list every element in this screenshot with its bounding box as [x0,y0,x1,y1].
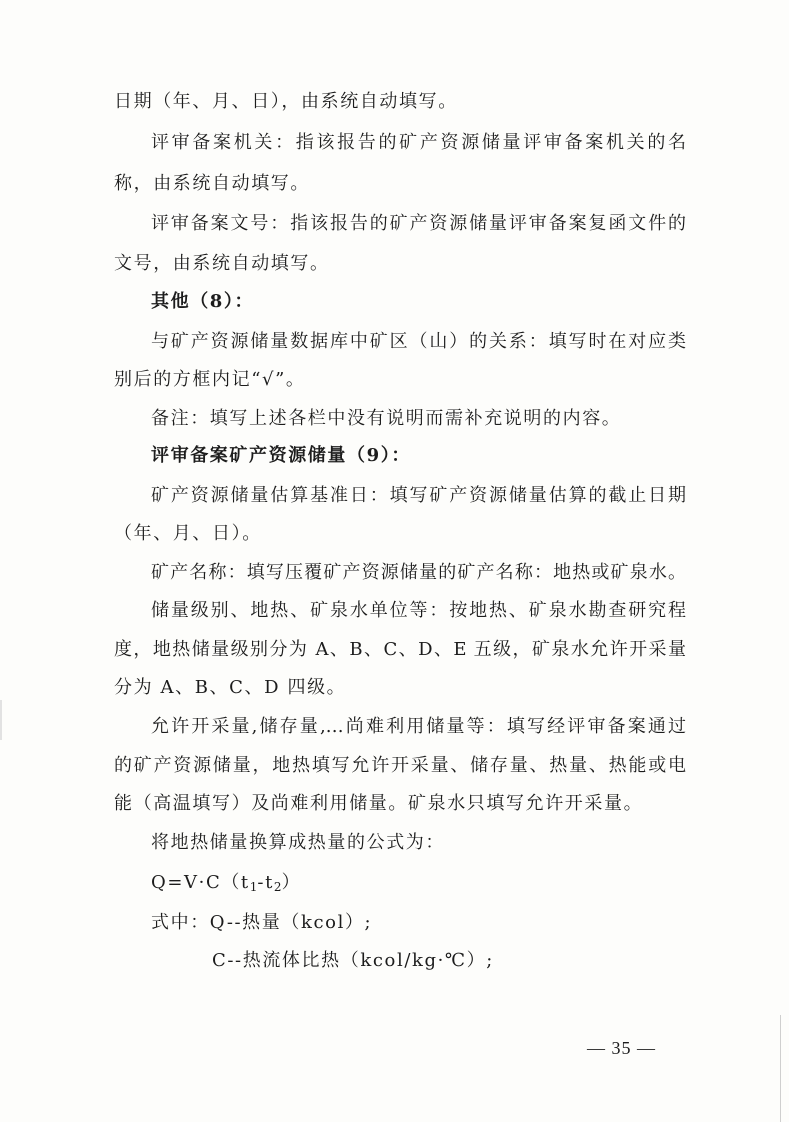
formula-line [151,870,686,896]
text-line: 与矿产资源储量数据库中矿区（山）的关系：填写时在对应类 [151,331,686,352]
section-heading: 其他（8）： [151,291,255,312]
formula-subscript-2: 2 [273,880,282,894]
text-line: 能（高温填写）及尚难利用储量。矿泉水只填写允许开采量。 [114,793,644,814]
text-line: 评审备案机关：指该报告的矿产资源储量评审备案机关的名 [151,132,686,153]
text-line: 的矿产资源储量，地热填写允许开采量、储存量、热量、热能或电 [114,755,686,776]
formula-tail: ） [281,872,302,893]
text-line: （年、月、日）。 [114,523,262,544]
formula-subscript-1: 1 [249,880,258,894]
text-line: 矿产资源储量估算基准日：填写矿产资源储量估算的截止日期 [151,485,686,506]
text-line: 将地热储量换算成热量的公式为： [151,832,445,853]
text-line: 储量级别、地热、矿泉水单位等：按地热、矿泉水勘查研究程 [151,600,686,621]
text-line: 式中：Q--热量（kcol）; [151,912,373,933]
text-line: 评审备案文号：指该报告的矿产资源储量评审备案复函文件的 [151,213,686,234]
text-line: 文号，由系统自动填写。 [114,253,330,274]
text-line: 称，由系统自动填写。 [114,173,310,194]
page-number: — 35 — [587,1038,656,1058]
scan-margin-mark [0,700,2,740]
text-line: C--热流体比热（kcol/kg·℃）; [212,950,494,971]
text-line: 允许开采量,储存量,…尚难利用储量等：填写经评审备案通过 [151,716,686,737]
text-line: 分为 A、B、C、D 四级。 [114,677,347,698]
text-line: 别后的方框内记“√”。 [114,369,306,390]
text-line: 日期（年、月、日），由系统自动填写。 [114,91,458,112]
formula-mid: -t [257,872,274,893]
section-heading: 评审备案矿产资源储量（9）： [151,445,411,466]
text-line: 度，地热储量级别分为 A、B、C、D、E 五级，矿泉水允许开采量 [114,639,686,660]
formula-lead: Q=V·C（t [151,872,250,893]
text-line: 矿产名称：填写压覆矿产资源储量的矿产名称：地热或矿泉水。 [151,562,686,583]
text-line: 备注：填写上述各栏中没有说明而需补充说明的内容。 [151,408,622,429]
scan-edge-line [780,1015,781,1122]
